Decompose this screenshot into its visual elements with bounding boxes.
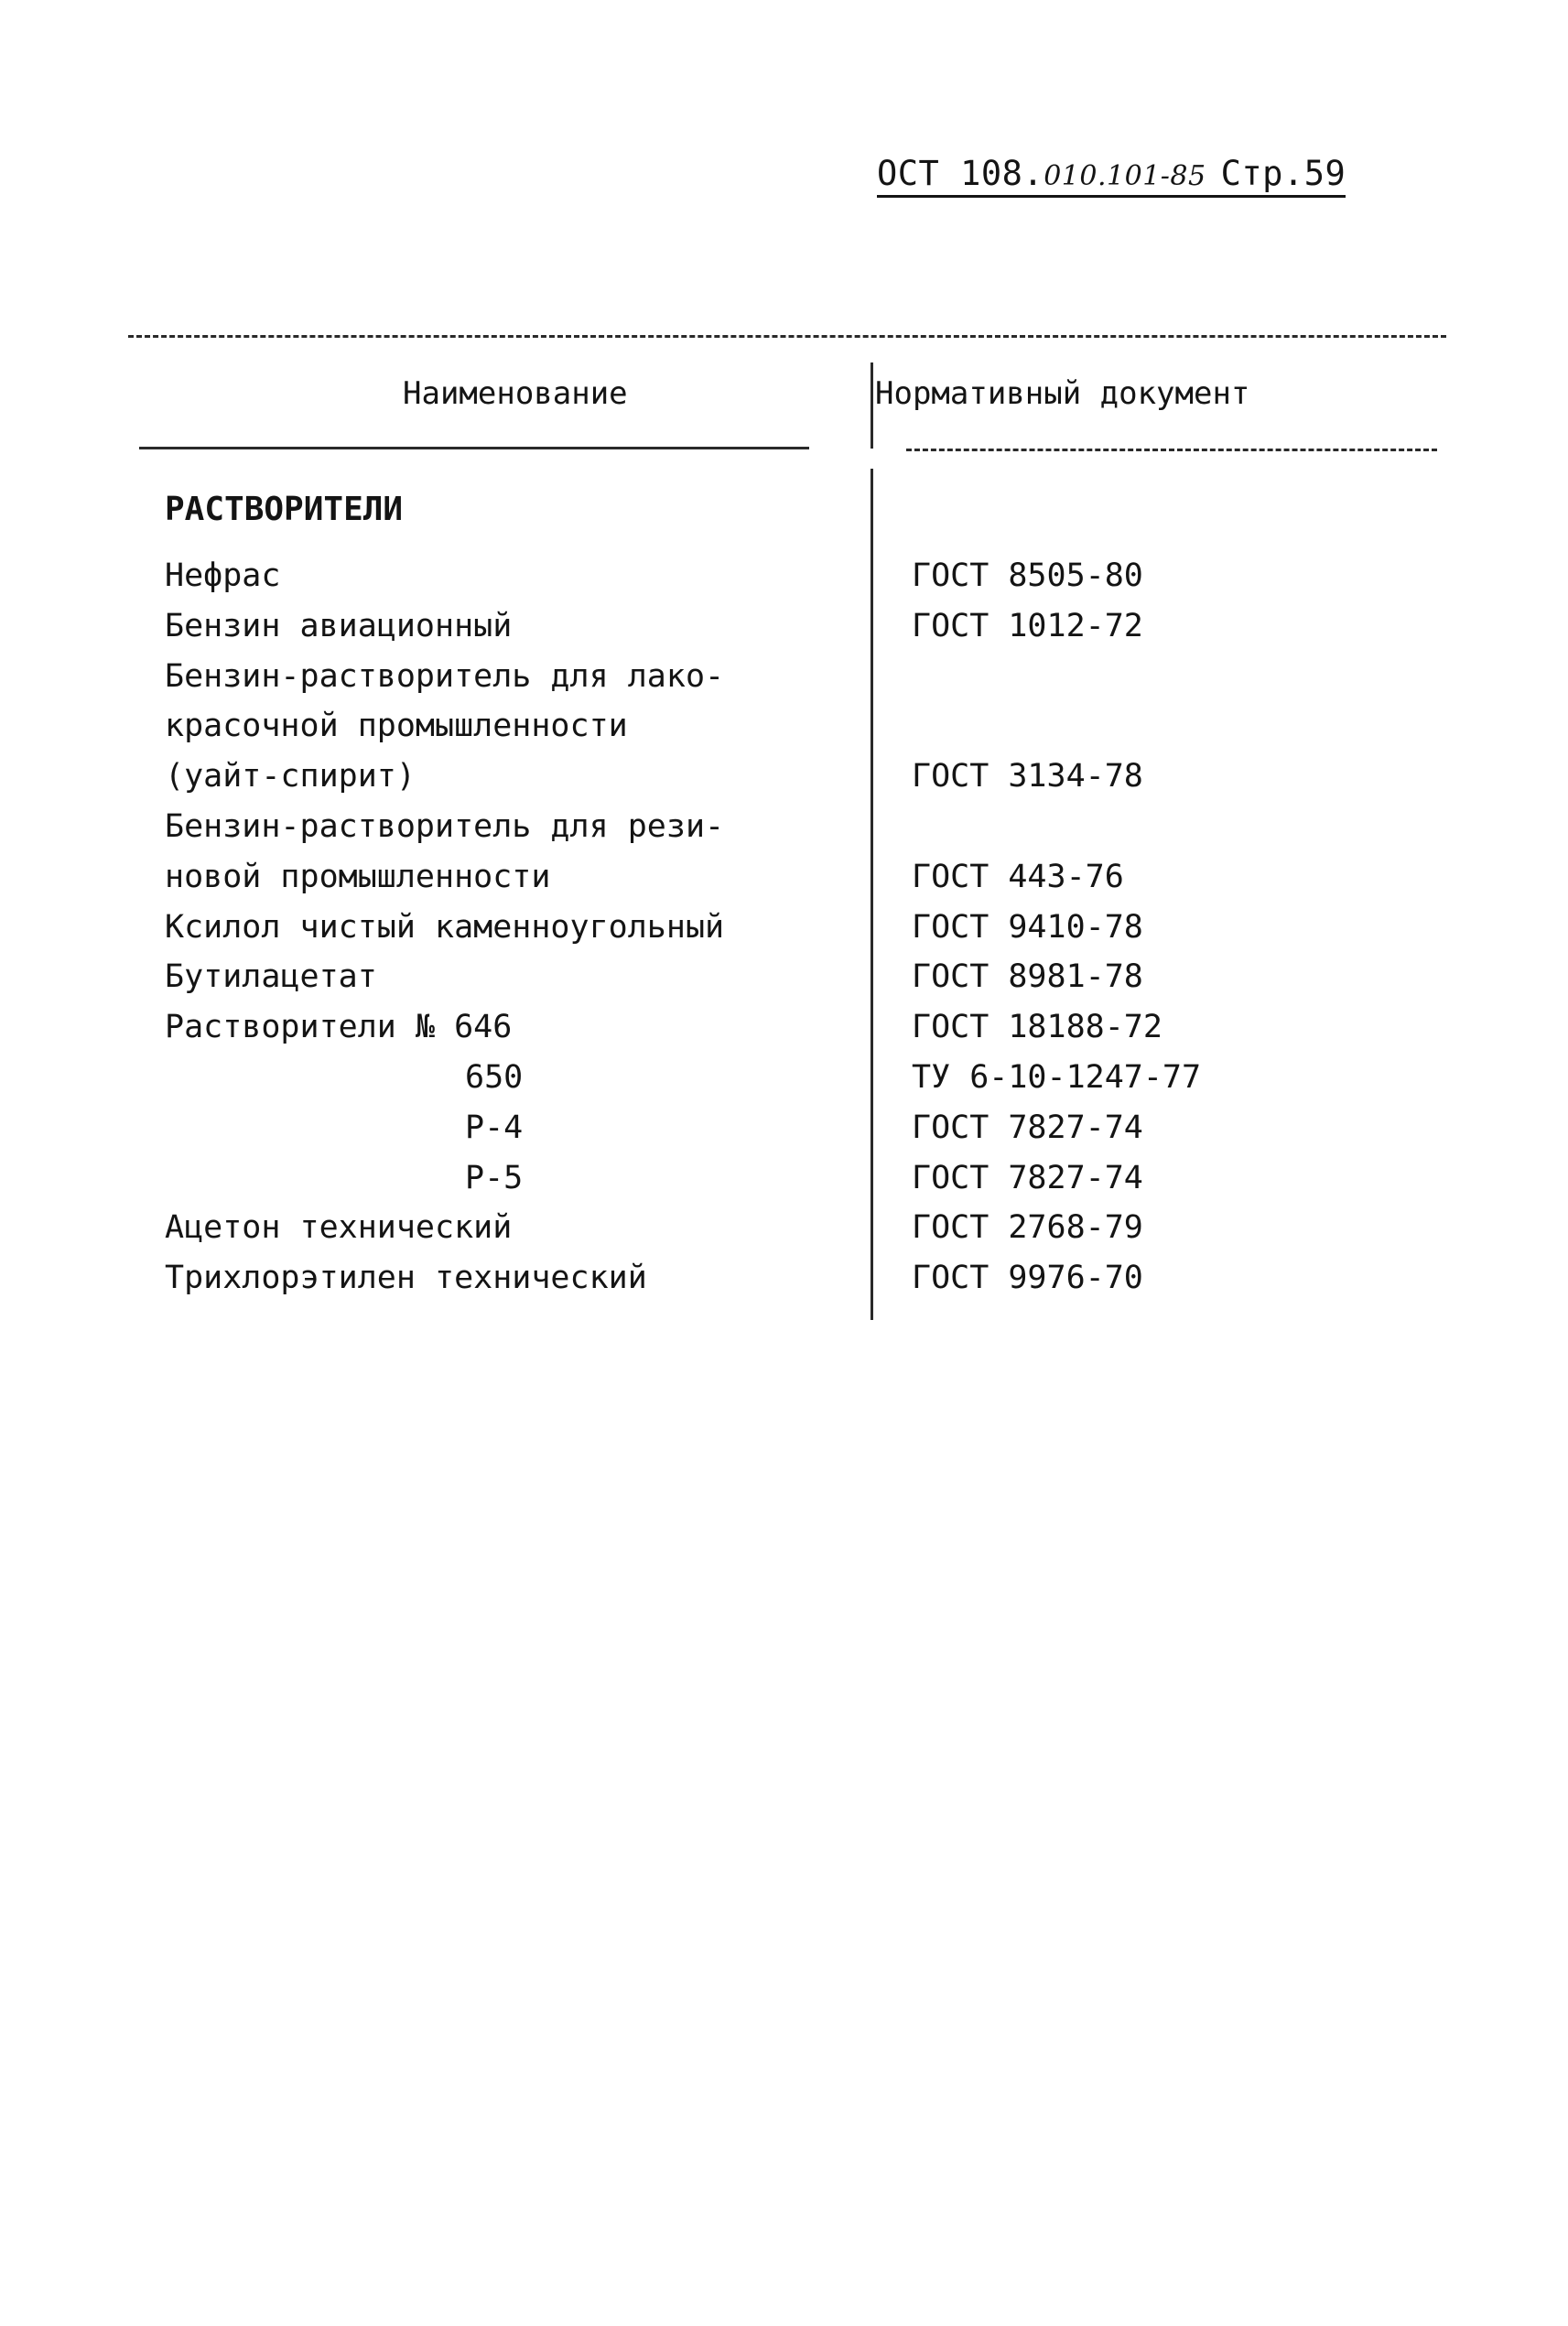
- table-row: [0, 952, 1568, 1002]
- row-name: Р-4: [465, 1109, 524, 1146]
- table-row: [0, 1153, 1568, 1204]
- table-row: [0, 903, 1568, 953]
- row-name: Бензин-растворитель для рези-: [165, 807, 725, 845]
- table-row: [0, 551, 1568, 601]
- row-name: Бутилацетат: [165, 958, 377, 996]
- table-row: [0, 1253, 1568, 1304]
- row-document: ГОСТ 7827-74: [912, 1159, 1143, 1196]
- row-name: красочной промышленности: [165, 708, 628, 745]
- column-header-name: Наименование: [403, 375, 628, 412]
- table-row: [0, 701, 1568, 752]
- row-document: ГОСТ 8505-80: [912, 557, 1143, 594]
- row-name: Бензин-растворитель для лако-: [165, 657, 725, 695]
- page-header: [877, 154, 1346, 198]
- row-document: ГОСТ 3134-78: [912, 758, 1143, 795]
- row-document: ГОСТ 2768-79: [912, 1209, 1143, 1247]
- row-name: Ацетон технический: [165, 1209, 513, 1247]
- row-document: ГОСТ 18188-72: [912, 1009, 1162, 1046]
- row-name: 650: [465, 1058, 524, 1096]
- row-name: (уайт-спирит): [165, 758, 416, 795]
- row-document: ТУ 6-10-1247-77: [912, 1058, 1202, 1096]
- table-row: [0, 752, 1568, 802]
- table-body: [0, 551, 1568, 1304]
- row-document: ГОСТ 443-76: [912, 858, 1124, 895]
- table-row: [0, 1002, 1568, 1053]
- table-top-rule: [128, 335, 1446, 338]
- table-row: [0, 652, 1568, 702]
- standard-number: ОСТ 108.: [877, 154, 1044, 193]
- row-name: Ксилол чистый каменноугольный: [165, 908, 725, 946]
- row-name: Бензин авиационный: [165, 607, 513, 644]
- page-number: Стр.59: [1220, 154, 1346, 193]
- header-rule-right: [906, 449, 1437, 451]
- header-rule-left: [139, 447, 809, 449]
- row-document: ГОСТ 9410-78: [912, 908, 1143, 946]
- table-row: [0, 1203, 1568, 1253]
- column-header-document: Нормативный документ: [875, 375, 1250, 412]
- table-row: [0, 802, 1568, 852]
- table-row: [0, 852, 1568, 903]
- row-document: ГОСТ 8981-78: [912, 958, 1143, 996]
- row-document: ГОСТ 1012-72: [912, 607, 1143, 644]
- row-document: ГОСТ 7827-74: [912, 1109, 1143, 1146]
- column-separator-header: [871, 362, 873, 449]
- row-name: Нефрас: [165, 557, 281, 594]
- standard-number-handwritten: 010.101-85: [1044, 160, 1206, 192]
- row-name: новой промышленности: [165, 858, 551, 895]
- table-row: [0, 1053, 1568, 1103]
- row-name: Трихлорэтилен технический: [165, 1260, 647, 1297]
- row-name: Р-5: [465, 1159, 524, 1196]
- table-row: [0, 1103, 1568, 1153]
- section-title: РАСТВОРИТЕЛИ: [165, 491, 404, 528]
- row-document: ГОСТ 9976-70: [912, 1260, 1143, 1297]
- row-name: Растворители № 646: [165, 1009, 513, 1046]
- table-row: [0, 601, 1568, 652]
